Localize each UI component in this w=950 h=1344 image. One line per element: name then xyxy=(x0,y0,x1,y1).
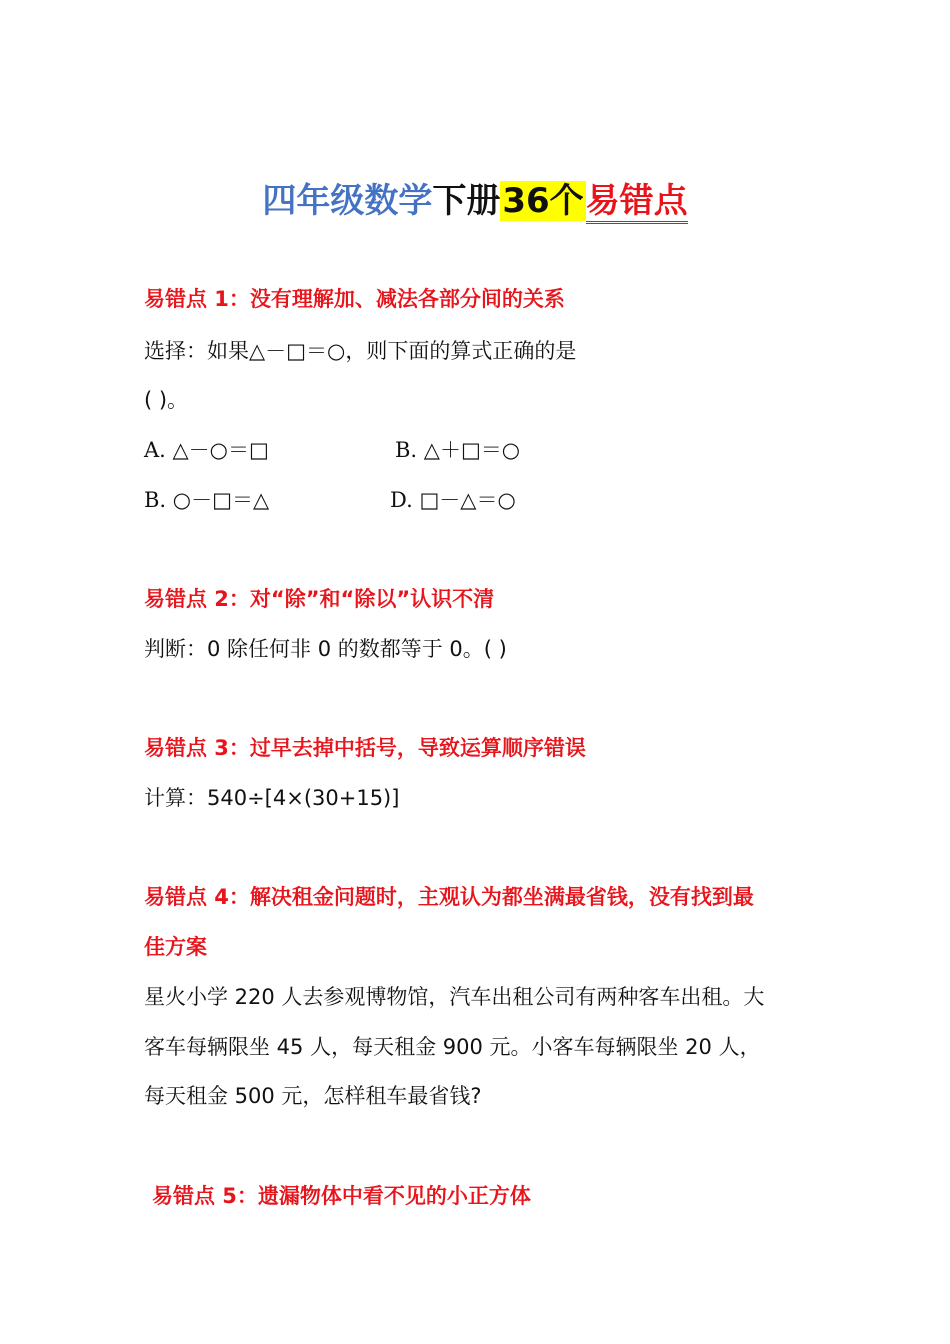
option-a-expr: △－○＝□ xyxy=(172,438,269,462)
option-d xyxy=(390,485,516,515)
point-4-question-line1: 星火小学 220 人去参观博物馆，汽车出租公司有两种客车出租。大 xyxy=(144,985,765,1009)
point-1-answer-blank: ( )。 xyxy=(144,388,189,412)
point-3-heading: 易错点 3：过早去掉中括号，导致运算顺序错误 xyxy=(144,736,586,760)
option-c xyxy=(144,485,269,515)
point-2-heading: 易错点 2：对“除”和“除以”认识不清 xyxy=(144,587,495,611)
option-a-label: A. xyxy=(144,438,166,462)
title-part-errors: 易错点 xyxy=(586,181,688,224)
option-c-label: B. xyxy=(144,488,167,512)
title-part-grade: 四年级数学 xyxy=(262,181,433,221)
option-c-expr: ○－□＝△ xyxy=(172,488,270,512)
title-part-volume: 下册 xyxy=(432,181,501,221)
point-4-heading-line1: 易错点 4：解决租金问题时，主观认为都坐满最省钱，没有找到最 xyxy=(144,885,754,909)
page-title xyxy=(0,176,950,226)
point-1-question: 选择：如果△－□＝○，则下面的算式正确的是 xyxy=(144,339,577,363)
point-5-heading: 易错点 5：遗漏物体中看不见的小正方体 xyxy=(152,1184,531,1208)
option-a xyxy=(144,435,269,465)
title-part-count: 36个 xyxy=(502,181,584,221)
option-b-label: B. xyxy=(395,438,418,462)
point-4-question-line2: 客车每辆限坐 45 人，每天租金 900 元。小客车每辆限坐 20 人， xyxy=(144,1035,761,1059)
point-4-question-line3: 每天租金 500 元，怎样租车最省钱? xyxy=(144,1084,482,1108)
point-2-question: 判断：0 除任何非 0 的数都等于 0。( ) xyxy=(144,637,507,661)
point-3-question: 计算：540÷[4×(30+15)] xyxy=(144,786,400,810)
point-4-heading-line2: 佳方案 xyxy=(144,935,207,959)
option-d-expr: □－△＝○ xyxy=(419,488,516,512)
option-b-expr: △＋□＝○ xyxy=(423,438,521,462)
option-d-label: D. xyxy=(390,488,413,512)
point-1-heading: 易错点 1：没有理解加、减法各部分间的关系 xyxy=(144,287,565,311)
option-b xyxy=(395,435,520,465)
